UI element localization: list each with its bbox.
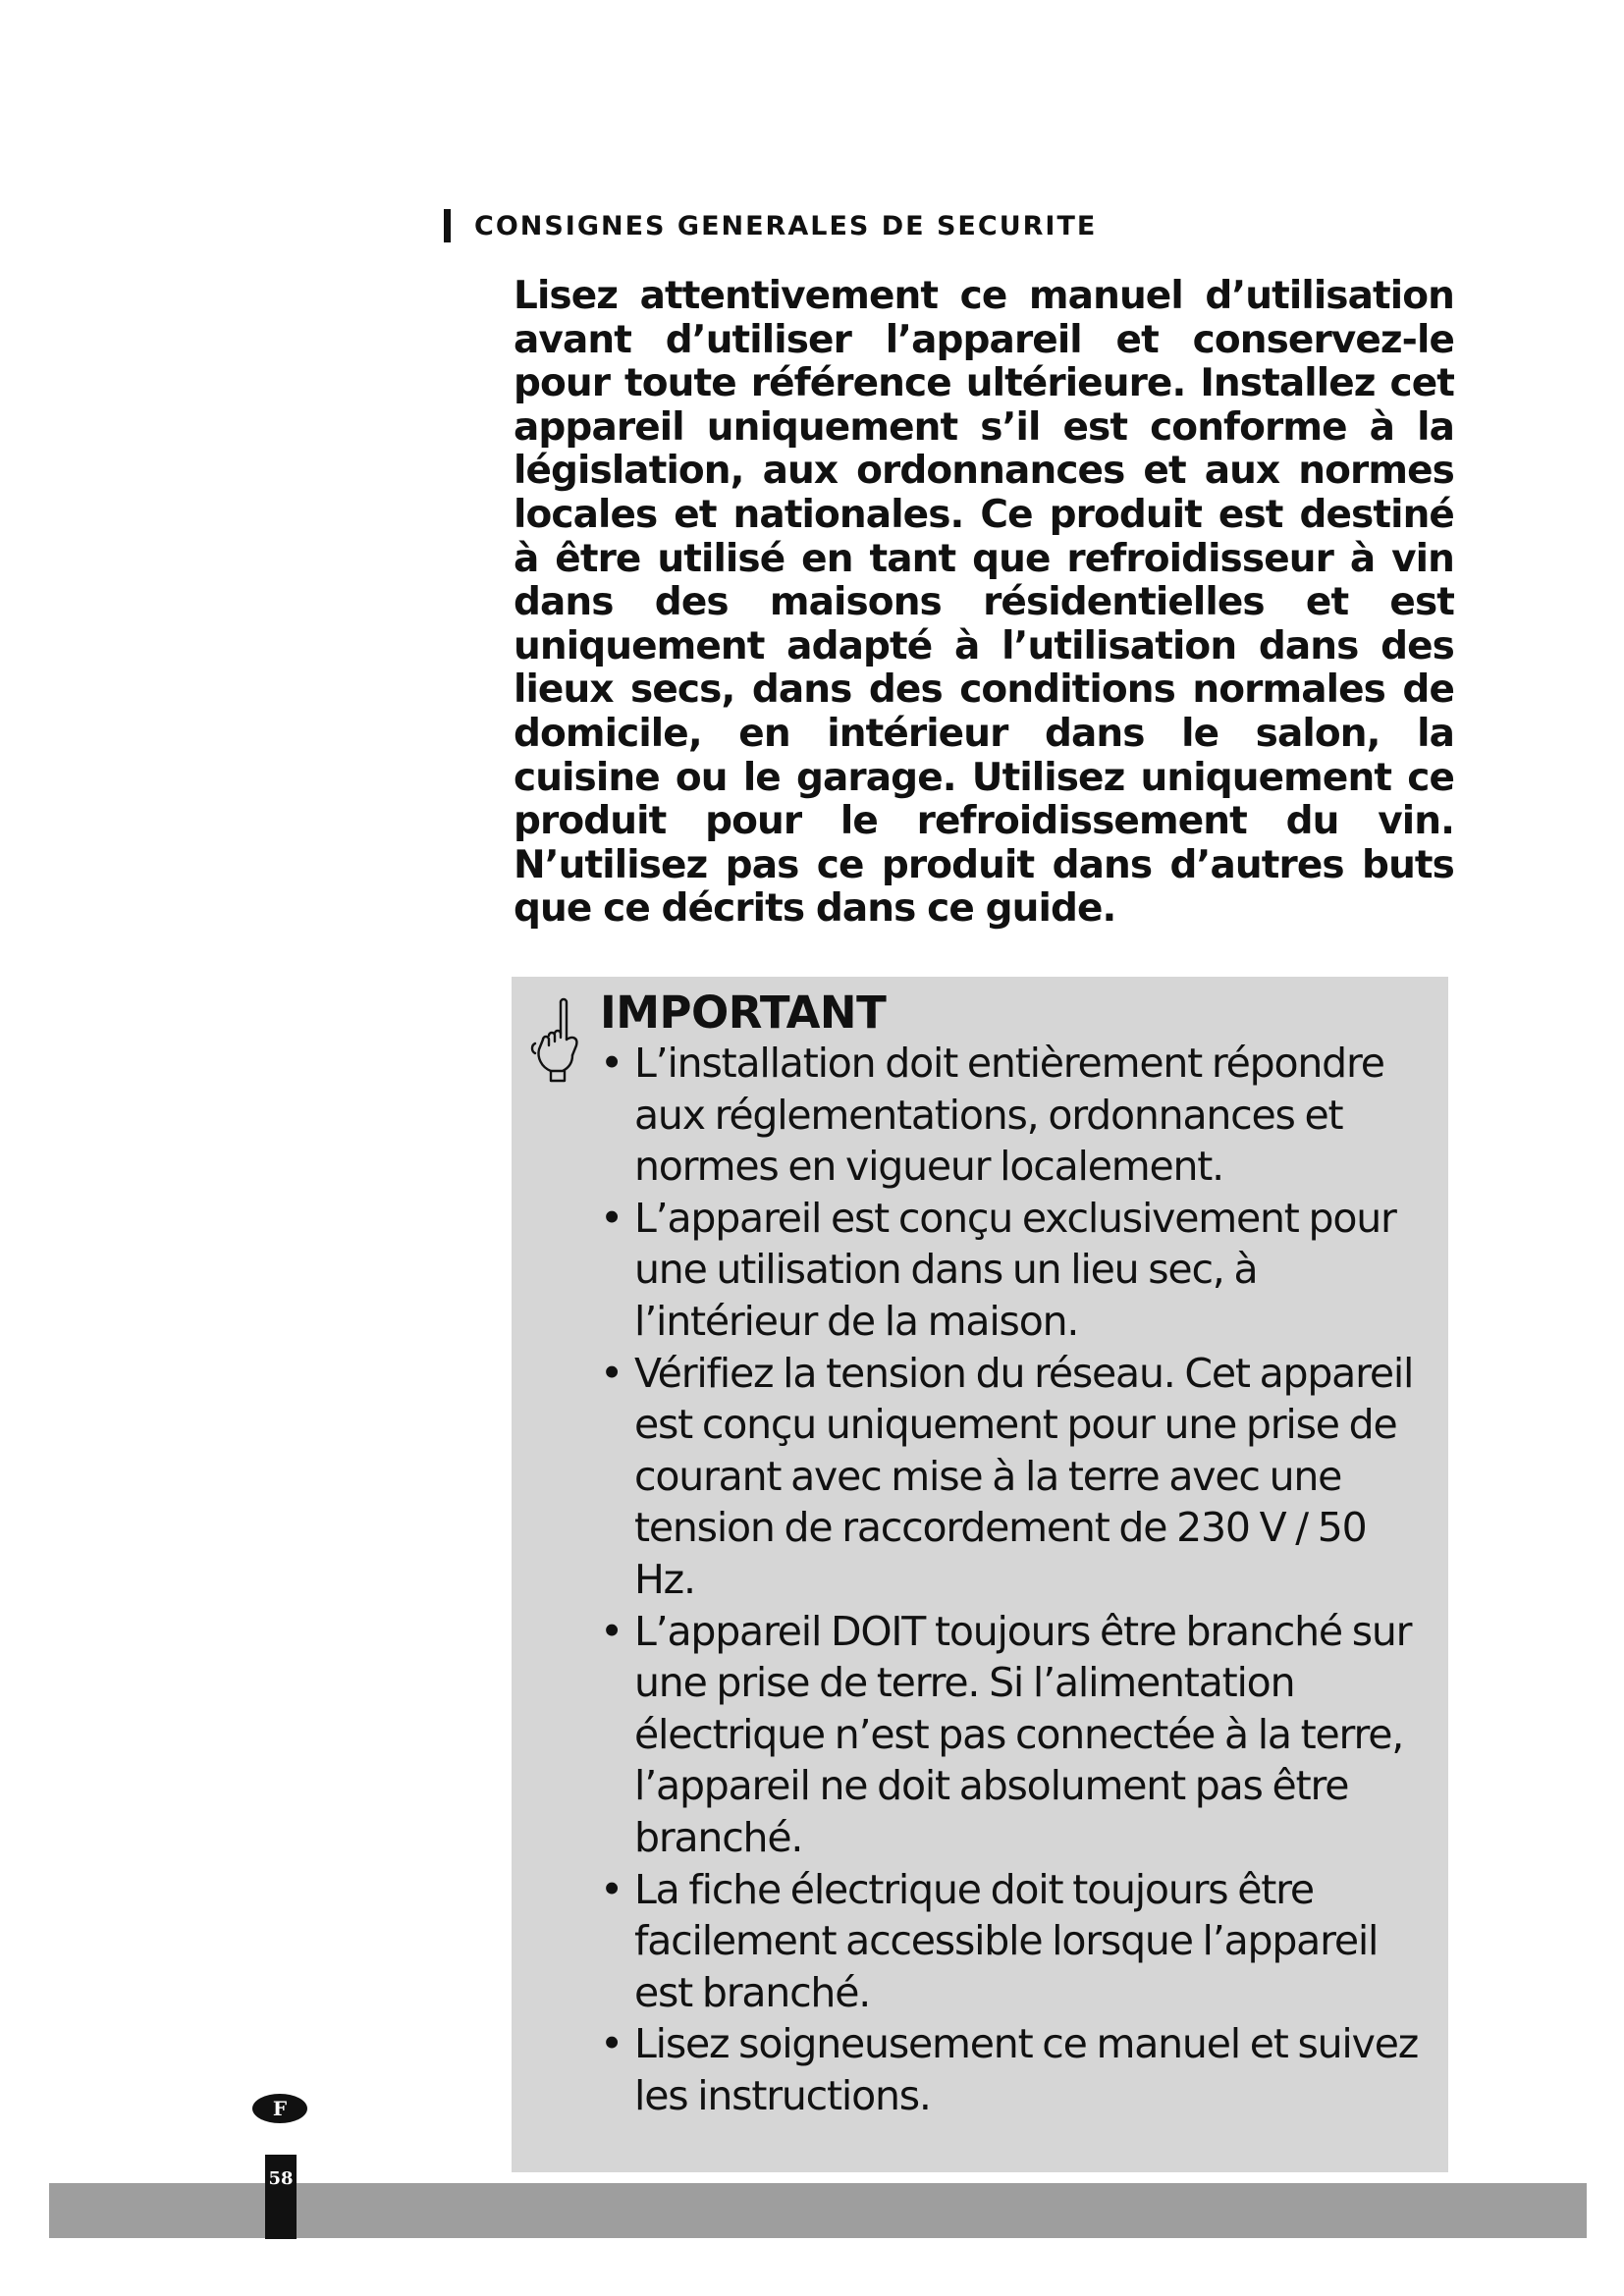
list-item <box>600 1038 1435 1193</box>
list-item <box>600 1606 1435 1864</box>
list-item-text: Vérifiez la tension du réseau. Cet appareil est conçu uniquement pour une prise de courant avec mise à la terre avec une tension de raccordement de 230 V / 50 Hz. <box>634 1349 1414 1603</box>
intro-paragraph: Lisez attentivement ce manuel d’utilisation avant d’utiliser l’appareil et conservez-le pour toute référence ultérieure. Installez cet appareil uniquement s’il est conforme à la législation, aux ordonnances et aux normes locales et nationales. Ce produit est destiné à être utilisé en tant que refroidisseur à vin dans des maisons résidentielles et est uniquement adapté à l’utilisation dans des lieux secs, dans des conditions normales de domicile, en intérieur dans le salon, la cuisine ou le garage. Utilisez uniquement ce produit pour le refroidissement du vin. N’utilisez pas ce produit dans d’autres buts que ce décrits dans ce guide. <box>514 274 1454 932</box>
page-number: 58 <box>265 2155 297 2239</box>
important-list <box>600 1038 1435 2121</box>
list-item <box>600 2018 1435 2121</box>
bullet-icon: • <box>600 2020 623 2068</box>
list-item-text: Lisez soigneusement ce manuel et suivez les instructions. <box>634 2020 1419 2119</box>
important-title: IMPORTANT <box>600 987 887 1039</box>
bullet-icon: • <box>600 1349 623 1397</box>
bullet-icon: • <box>600 1607 623 1655</box>
important-notice-box <box>512 977 1448 2172</box>
list-item-text: L’appareil est conçu exclusivement pour une utilisation dans un lieu sec, à l’intérieur de la maison. <box>634 1194 1396 1345</box>
list-item-text: L’appareil DOIT toujours être branché sur une prise de terre. Si l’alimentation électrique n’est pas connectée à la terre, l’appareil ne doit absolument pas être branché. <box>634 1607 1412 1861</box>
bullet-icon: • <box>600 1040 623 1087</box>
language-badge: F <box>252 2094 307 2123</box>
list-item-text: La fiche électrique doit toujours être facilement accessible lorsque l’appareil est branché. <box>634 1865 1379 2016</box>
list-item-text: L’installation doit entièrement répondre aux réglementations, ordonnances et normes en vigueur localement. <box>634 1040 1384 1191</box>
bullet-icon: • <box>600 1194 623 1242</box>
section-header <box>444 206 1097 245</box>
pointing-hand-icon <box>525 996 586 1085</box>
list-item <box>600 1864 1435 2019</box>
bullet-icon: • <box>600 1865 623 1913</box>
section-marker <box>444 209 451 242</box>
section-title: CONSIGNES GENERALES DE SECURITE <box>474 210 1098 241</box>
list-item <box>600 1193 1435 1348</box>
list-item <box>600 1348 1435 1606</box>
